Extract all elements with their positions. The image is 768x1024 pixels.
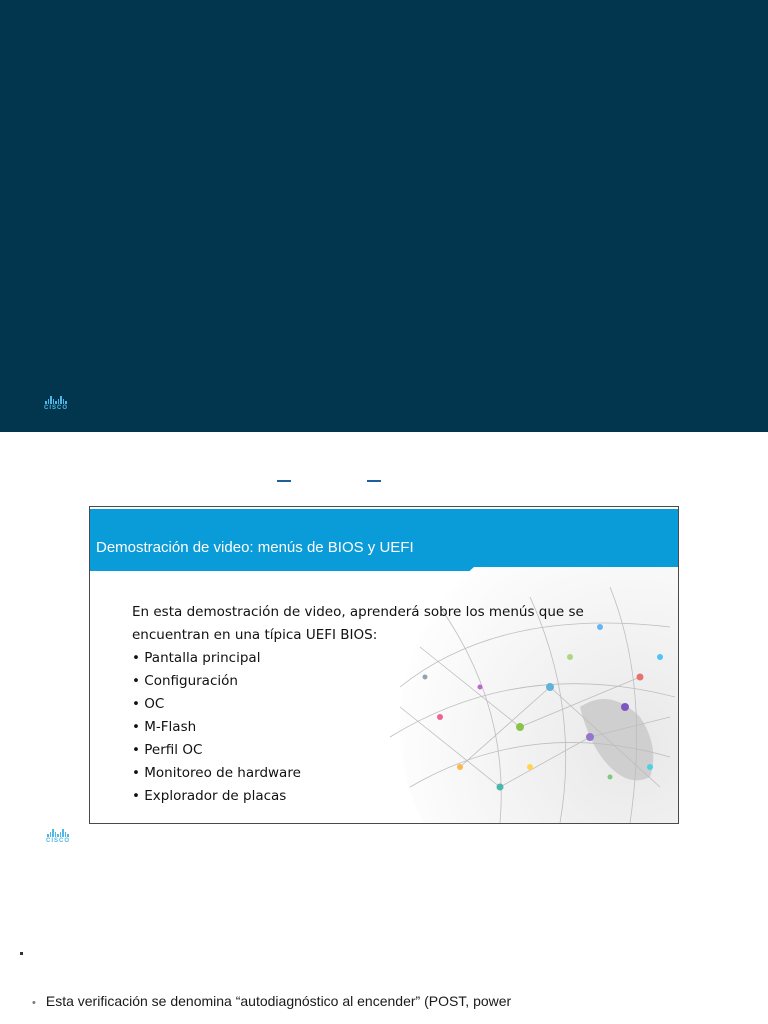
square-bullet-icon [20, 952, 23, 955]
list-item: • Explorador de placas [132, 785, 592, 808]
video-slide-intro: En esta demostración de video, aprenderá sobre los menús que se encuentran en una típica UEFI BIOS: [132, 604, 584, 643]
cisco-bars-icon [40, 396, 72, 404]
bottom-bullet-line [32, 993, 511, 1009]
bottom-bullet-text: Esta verificación se denomina “autodiagnóstico al encender” (POST, power [45, 993, 512, 1009]
cisco-logo-word: CISCO [43, 405, 68, 411]
title-dash-right [367, 480, 381, 482]
video-slide-header [90, 507, 678, 571]
cisco-logo-word: CISCO [45, 838, 70, 844]
title-dash-left [277, 480, 291, 482]
list-item: • Configuración [132, 670, 592, 693]
video-slide-body [132, 601, 592, 808]
title-slide-background [0, 0, 768, 432]
list-item: • Monitoreo de hardware [132, 762, 592, 785]
list-item: • Pantalla principal [132, 647, 592, 670]
cisco-logo [40, 396, 72, 414]
list-item: • M-Flash [132, 716, 592, 739]
menu-list [132, 647, 592, 808]
video-slide-title: Demostración de video: menús de BIOS y UEFI [96, 539, 414, 556]
list-item: • Perfil OC [132, 739, 592, 762]
list-item: • OC [132, 693, 592, 716]
bullet-dot-icon: • [32, 997, 36, 1009]
cisco-logo-lower [42, 829, 74, 847]
cisco-bars-icon [42, 829, 74, 837]
video-slide-frame [89, 506, 679, 824]
